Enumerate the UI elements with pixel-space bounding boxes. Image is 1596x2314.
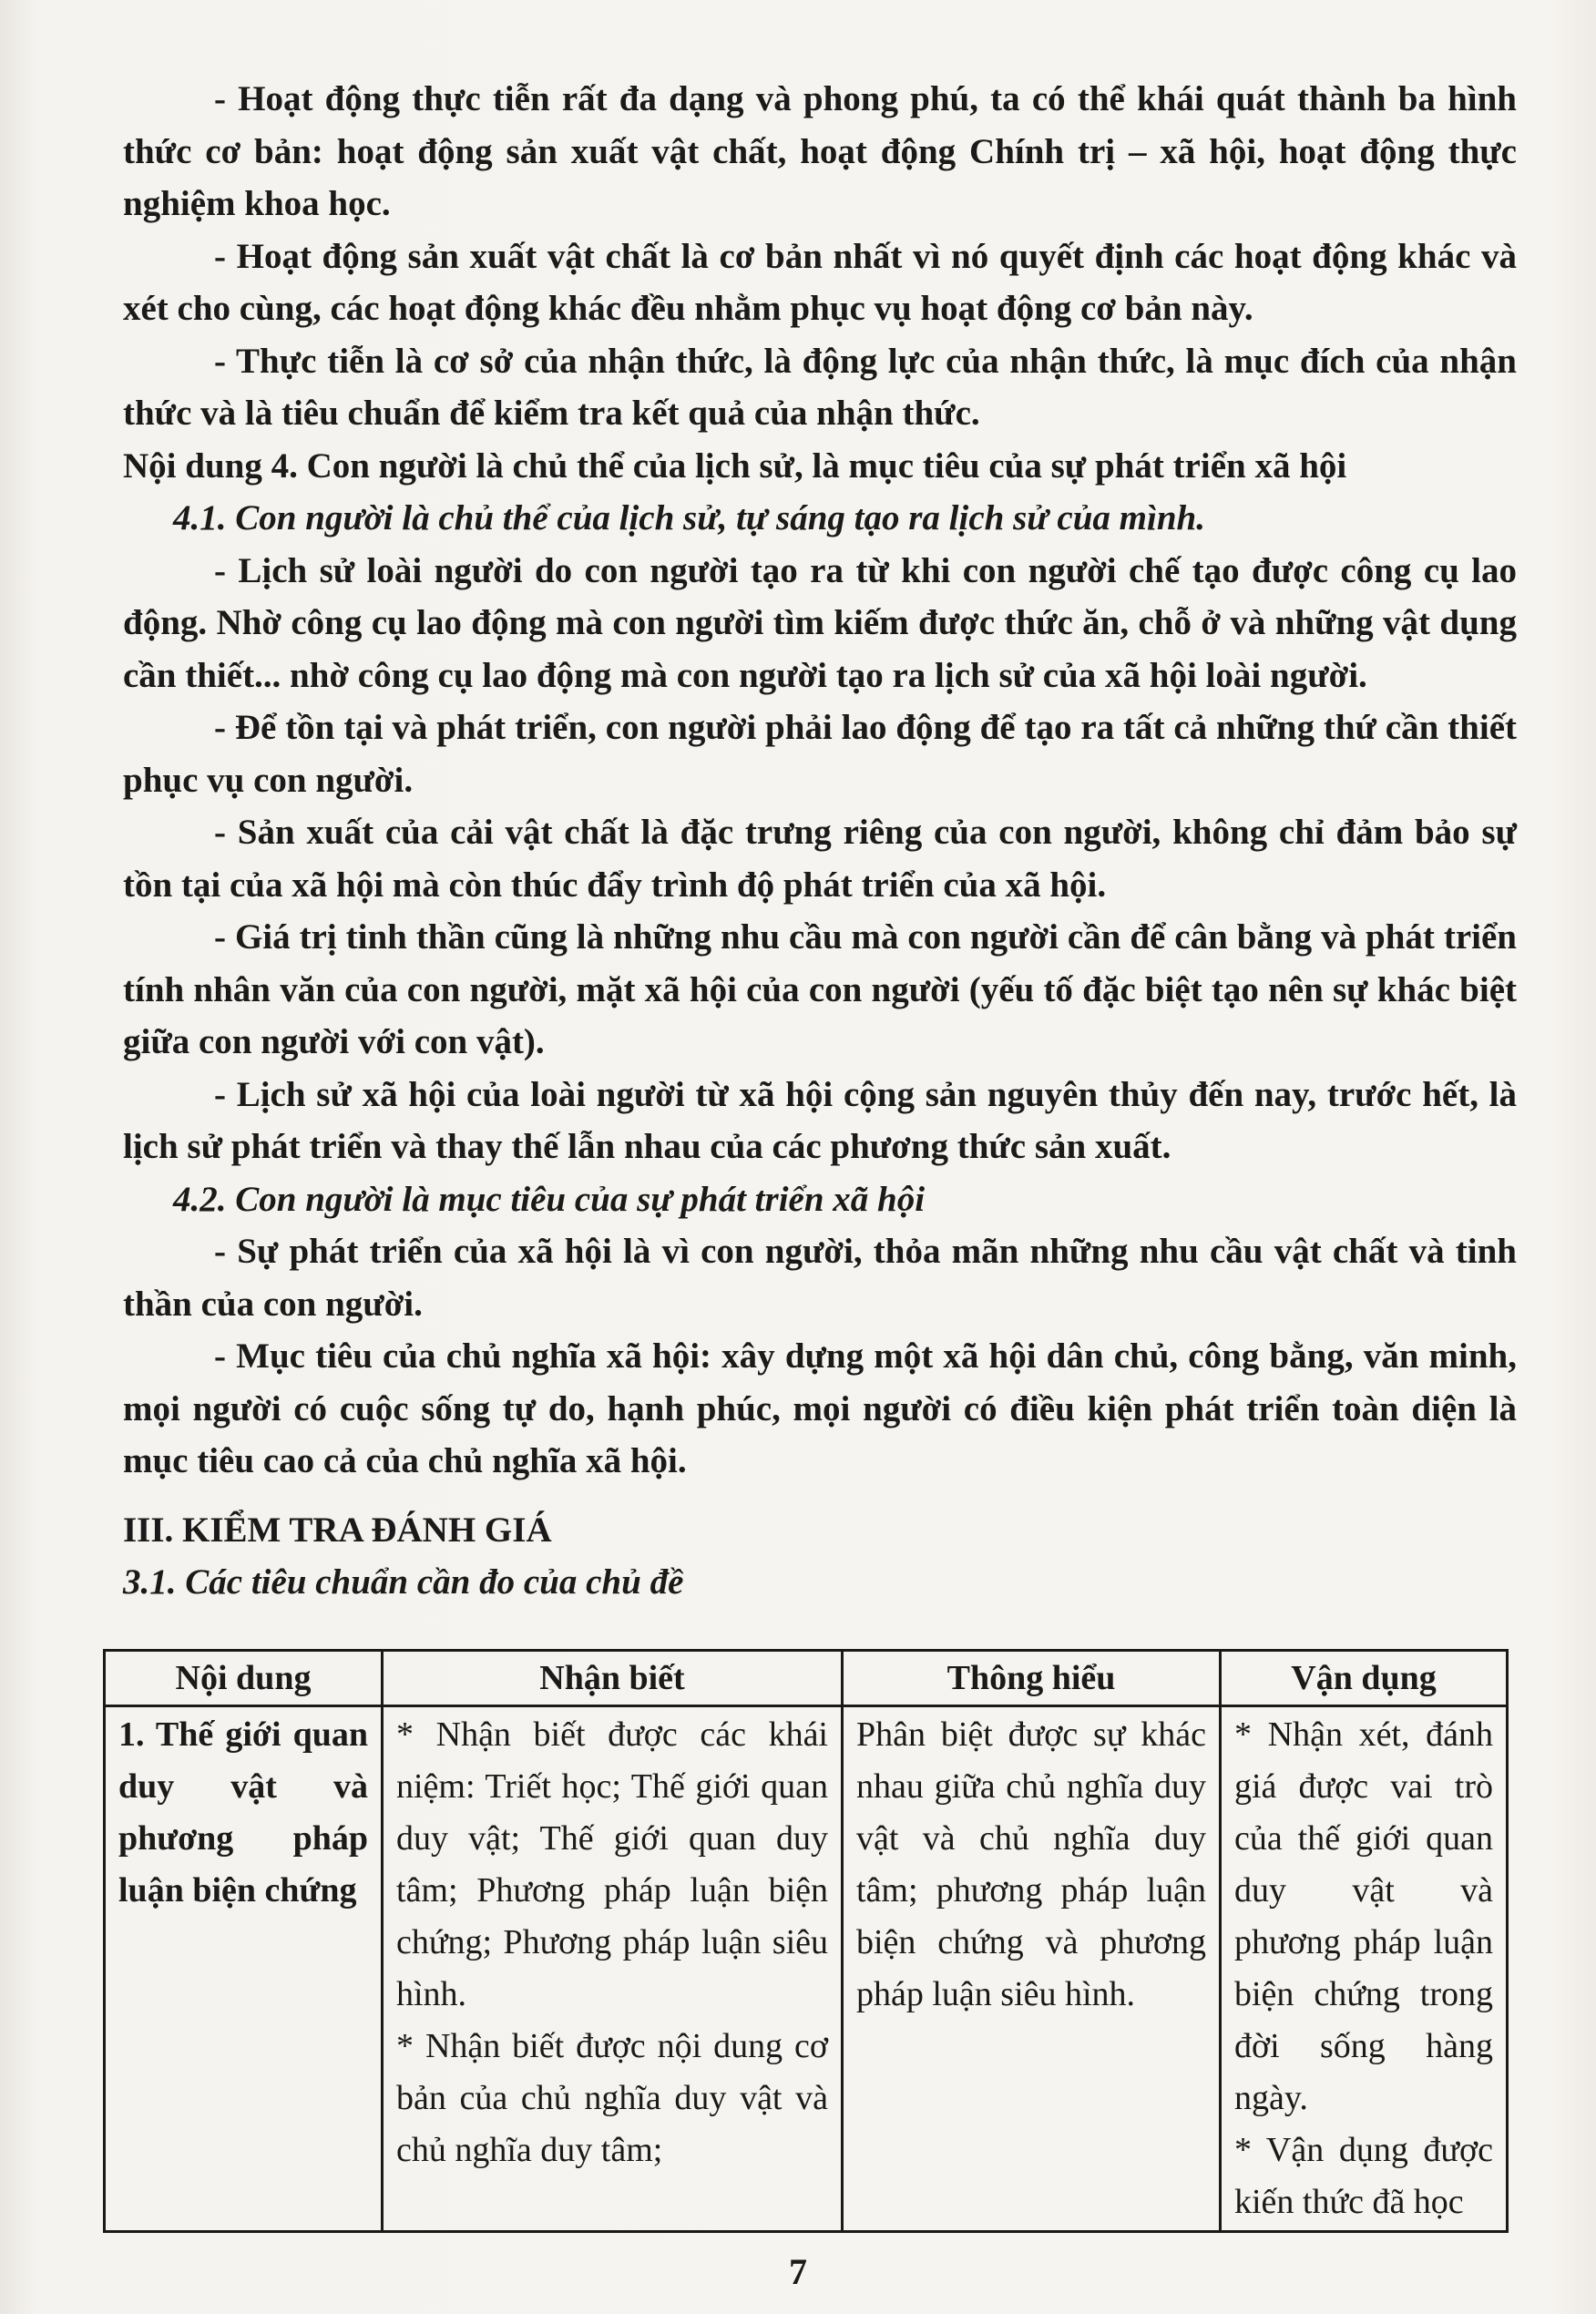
header-van-dung: Vận dụng	[1221, 1651, 1508, 1706]
heading-section-3: III. KIỂM TRA ĐÁNH GIÁ	[123, 1510, 552, 1550]
text-body	[123, 73, 1517, 1609]
paragraph-social-history: - Lịch sử xã hội của loài người từ xã hội cộng sản nguyên thủy đến nay, trước hết, là lịch sử phát triển và thay thế lẫn nhau của các phương thức sản xuất.	[123, 1074, 1517, 1166]
table-header-row	[105, 1651, 1508, 1706]
paragraph-production: - Sản xuất của cải vật chất là đặc trưng riêng của con người, không chỉ đảm bảo sự tồn tại của xã hội mà còn thúc đẩy trình độ phát triển của xã hội.	[123, 813, 1517, 905]
table-row	[105, 1706, 1508, 2232]
cell-content-topic: 1. Thế giới quan duy vật và phương pháp luận biện chứng	[105, 1706, 383, 2232]
cell-thong-hieu: Phân biệt được sự khác nhau giữa chủ nghĩa duy vật và chủ nghĩa duy tâm; phương pháp luận biện chứng và phương pháp luận siêu hình.	[843, 1706, 1221, 2232]
paragraph-practice-basis: - Thực tiễn là cơ sở của nhận thức, là động lực của nhận thức, là mục đích của nhận thức và là tiêu chuẩn để kiểm tra kết quả của nhận thức.	[123, 341, 1517, 433]
paragraph-practice-forms: - Hoạt động thực tiễn rất đa dạng và phong phú, ta có thể khái quát thành ba hình thức cơ bản: hoạt động sản xuất vật chất, hoạt động Chính trị – xã hội, hoạt động thực nghiệm khoa học.	[123, 79, 1517, 223]
heading-4-2: 4.2. Con người là mục tiêu của sự phát triển xã hội	[173, 1179, 926, 1219]
heading-content-4: Nội dung 4. Con người là chủ thể của lịch sử, là mục tiêu của sự phát triển xã hội	[123, 445, 1347, 486]
header-noi-dung: Nội dung	[105, 1651, 383, 1706]
paragraph-social-development: - Sự phát triển của xã hội là vì con người, thỏa mãn những nhu cầu vật chất và tinh thần của con người.	[123, 1232, 1517, 1324]
paragraph-labor: - Để tồn tại và phát triển, con người phải lao động để tạo ra tất cả những thứ cần thiết phục vụ con người.	[123, 708, 1517, 800]
header-nhan-biet: Nhận biết	[383, 1651, 843, 1706]
heading-3-1: 3.1. Các tiêu chuẩn cần đo của chủ đề	[123, 1562, 684, 1602]
header-thong-hieu: Thông hiểu	[843, 1651, 1221, 1706]
cell-nhan-biet: * Nhận biết được các khái niệm: Triết học; Thế giới quan duy vật; Thế giới quan duy tâm; Phương pháp luận biện chứng; Phương pháp luận siêu hình. * Nhận biết được nội dung cơ bản của chủ nghĩa duy vật và chủ nghĩa duy tâm;	[383, 1706, 843, 2232]
page-number: 7	[789, 2251, 807, 2292]
paragraph-history-tools: - Lịch sử loài người do con người tạo ra từ khi con người chế tạo được công cụ lao động. Nhờ công cụ lao động mà con người tìm kiếm được thức ăn, chỗ ở và những vật dụng cần thiết... nhờ công cụ lao động mà con người tạo ra lịch sử của xã hội loài người.	[123, 550, 1517, 695]
criteria-table	[103, 1649, 1509, 2233]
heading-4-1: 4.1. Con người là chủ thể của lịch sử, tự sáng tạo ra lịch sử của mình.	[173, 498, 1205, 538]
paragraph-socialism-goal: - Mục tiêu của chủ nghĩa xã hội: xây dựng một xã hội dân chủ, công bằng, văn minh, mọi người có cuộc sống tự do, hạnh phúc, mọi người có điều kiện phát triển toàn diện là mục tiêu cao cả của chủ nghĩa xã hội.	[123, 1336, 1517, 1480]
paragraph-material-production: - Hoạt động sản xuất vật chất là cơ bản nhất vì nó quyết định các hoạt động khác và xét cho cùng, các hoạt động khác đều nhằm phục vụ hoạt động cơ bản này.	[123, 236, 1517, 328]
paragraph-spiritual-value: - Giá trị tinh thần cũng là những nhu cầu mà con người cần để cân bằng và phát triển tính nhân văn của con người, mặt xã hội của con người (yếu tố đặc biệt tạo nên sự khác biệt giữa con người với con vật).	[123, 917, 1517, 1061]
cell-van-dung: * Nhận xét, đánh giá được vai trò của thế giới quan duy vật và phương pháp luận biện chứng trong đời sống hàng ngày. * Vận dụng được kiến thức đã học	[1221, 1706, 1508, 2232]
